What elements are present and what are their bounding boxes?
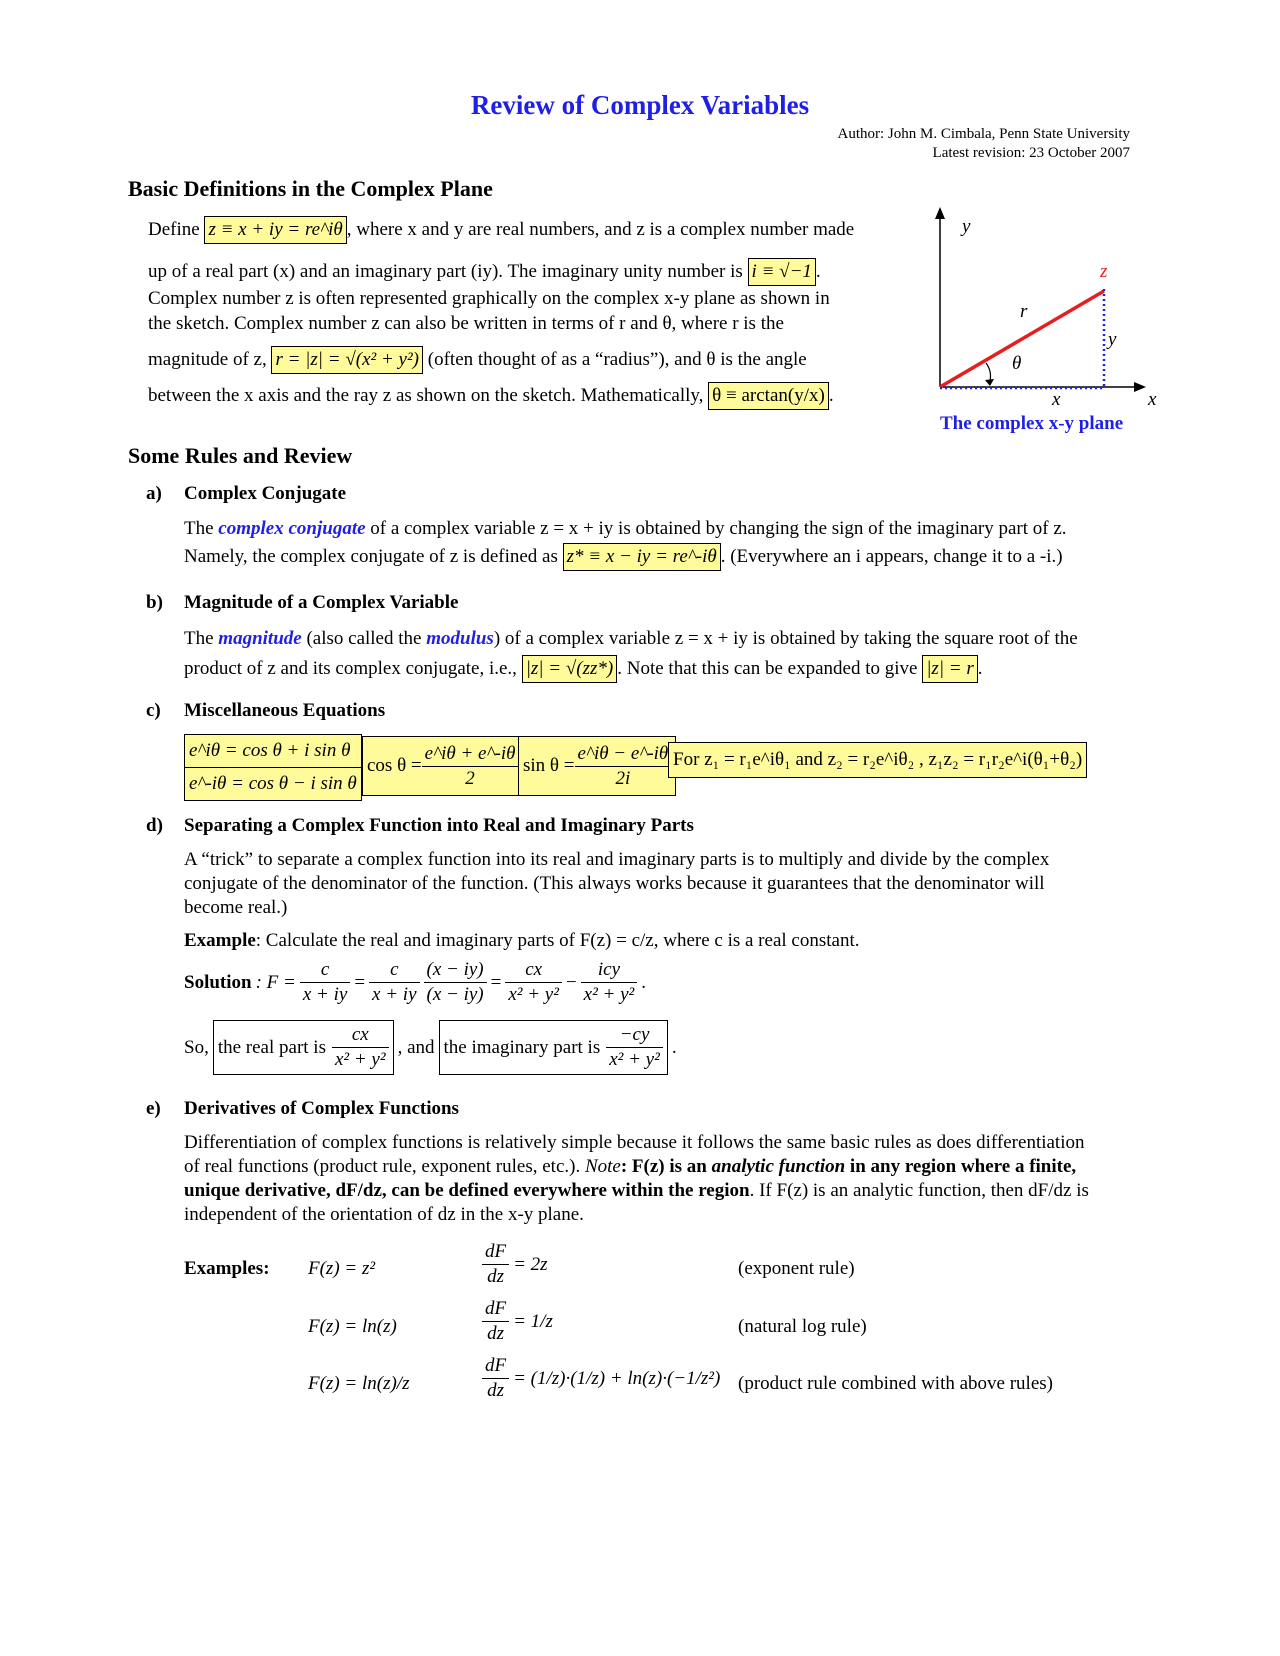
author-block [838,125,1130,163]
term-complex-conjugate: complex conjugate [218,518,366,539]
imag-den: x² + y² [609,1049,660,1070]
and-word: , and [397,1036,435,1058]
x-axis-arrow-icon [1134,382,1146,392]
cos-fraction [422,742,519,791]
imag-label: the imaginary part is [443,1036,601,1058]
section-b-title: Magnitude of a Complex Variable [184,592,459,613]
f1-den: x + iy [302,984,348,1005]
examples-label-text: Examples [184,1258,264,1279]
section-d-body [184,848,1184,920]
solution-frac-4 [581,958,638,1007]
cos-identity [362,736,523,796]
complex-plane-sketch [920,205,1160,445]
eq-theta-definition: θ ≡ arctan(y/x) [708,382,829,410]
e-l4: independent of the orientation of dz in the x-y plane. [184,1204,584,1225]
f2b-num: (x − iy) [424,958,487,983]
label-x: x [1052,389,1061,410]
ex3-func: F(z) = ln(z)/z [308,1373,410,1394]
section-a-title: Complex Conjugate [184,483,347,504]
y-axis-arrow-icon [935,207,945,219]
section-c-letter: c) [146,700,161,721]
f2-den: x + iy [372,984,417,1005]
section-e-title: Derivatives of Complex Functions [184,1098,459,1119]
ex2-dz: dz [487,1323,504,1344]
f1-num: c [300,958,350,983]
cos-den: 2 [465,767,475,789]
theta-arc [986,363,991,381]
section-e-body [184,1131,1184,1227]
example-text: : Calculate the real and imaginary parts of F(z) = c/z, where c is a real constant. [255,930,860,951]
p5-after: (often thought of as a “radius”), and θ is the angle [427,349,807,370]
ex3-note: (product rule combined with above rules) [738,1373,1053,1394]
basic-paragraph: Define z ≡ x + iy = re^iθ , where x and y are real numbers, and z is a complex number made up of a real part (x) and an imaginary part (iy). The imaginary unity number is i ≡ √−1 . Complex number z is often represented graphically on the complex x-y plane as shown in the sketch. Complex number z can also be written in terms of r and θ, where r is the magnitude of z, r = |z| = √(x² + y²) (often thought of as a “radius”), and θ is the angle between the x axis and the ray z as shown on the sketch. Mathematically, θ ≡ arctan(y/x) . [148,216,908,410]
eq-i-definition: i ≡ √−1 [748,258,816,286]
eq-modulus: |z| = √(zz*) [522,655,618,683]
e-l2-pre: of real functions (product rule, exponent rules, etc.). [184,1156,585,1177]
p2-before: up of a real part (x) and an imaginary part (iy). The imaginary unity number is [148,261,743,282]
cos-lhs: cos θ = [367,755,422,776]
eq-modulus-r: |z| = r [922,655,978,683]
ex3-deriv [482,1354,720,1403]
e-note: Note [584,1156,621,1177]
define-word: Define [148,219,200,240]
section-d-title: Separating a Complex Function into Real and Imaginary Parts [184,815,694,836]
product-identity: For z₁ = r₁e^iθ₁ and z₂ = r₂e^iθ₂ , z₁z₂ = r₁r₂e^i(θ₁+θ₂) [668,742,1087,778]
author-line: Author: John M. Cimbala, Penn State University [837,126,1130,142]
solution-line: Solution : F = $\frac{c}{x + iy}$ = $\frac{c}{x + iy}$ $\frac{(x - iy)}{(x - iy)}$ = $\frac{cx}{\text{x² + y²}}$ − $\frac{\text{icy}}{\text{x² + y²}}$ . [184,959,647,1005]
real-fraction [332,1023,389,1072]
sin-den: 2i [615,767,631,789]
label-theta: θ [1012,353,1022,374]
section-b-body [184,624,1184,684]
d-l1: A “trick” to separate a complex function into its real and imaginary parts is to multiply and divide by the complex [184,849,1050,870]
sin-identity [518,736,676,796]
eq-r-definition: r = |z| = √(x² + y²) [271,346,423,374]
p3: Complex number z is often represented graphically on the complex x-y plane as shown in [148,288,830,309]
euler-eq-1: e^iθ = cos θ + i sin θ [184,734,362,768]
b-l2-pre: product of z and its complex conjugate, i.e., [184,658,517,679]
section-e-letter: e) [146,1098,161,1119]
d-l3: become real.) [184,897,288,918]
section-a-body [184,515,1184,571]
sin-fraction [575,742,672,791]
label-x-axis: x [1148,389,1157,410]
p1-after: , where x and y are real numbers, and z is a complex number made [346,219,855,240]
imag-part-box [439,1020,668,1075]
f2-num: c [369,958,419,983]
cos-num: e^iθ + e^-iθ [422,742,519,767]
e-l2-post: in any region where a finite, [845,1156,1077,1177]
a-l2-pre: Namely, the complex conjugate of z is defined as [184,546,558,567]
p6-before: between the x axis and the ray z as shown on the sketch. Mathematically, [148,385,704,406]
p5-before: magnitude of z, [148,349,267,370]
ex1-deriv [482,1240,548,1289]
sin-lhs: sin θ = [523,755,575,776]
a-l2-post: . (Everywhere an i appears, change it to a -i.) [720,546,1063,567]
b-l1-post: ) of a complex variable z = x + iy is obtained by taking the square root of the [493,628,1078,649]
real-part-box [213,1020,394,1075]
solution-frac-2b [424,958,487,1007]
term-magnitude: magnitude [218,628,302,649]
imag-fraction [606,1023,663,1072]
b-l1-pre: The [184,628,219,649]
section-c-title: Miscellaneous Equations [184,700,386,721]
ex1-func: F(z) = z² [308,1258,376,1279]
ex2-dF: dF [482,1297,509,1322]
imag-num: −cy [606,1023,663,1048]
label-y-axis: y [962,216,971,237]
real-den: x² + y² [334,1049,386,1070]
revision-line: Latest revision: 23 October 2007 [932,145,1130,161]
eq-conjugate: z* ≡ x − iy = re^-iθ [563,543,721,571]
ex3-dF: dF [482,1354,509,1379]
real-imag-line: So, the real part is $\frac{cx}{\text{x² + y²}}$ , and the imaginary part is $\frac{-cy}{\text{x² + y²}}$ . [184,1020,677,1075]
e-l3-bold: unique derivative, dF/dz, can be defined everywhere within the region [184,1180,750,1201]
page-title: Review of Complex Variables [470,90,810,120]
f4-num: icy [581,958,638,983]
label-z: z [1100,261,1108,282]
theta-arrow-icon [985,379,994,386]
f2b-den: (x − iy) [426,984,484,1005]
d-l2: conjugate of the denominator of the function. (This always works because it guarantees that the denominator will [184,873,1045,894]
real-label: the real part is [217,1036,326,1058]
a-l1-post: of a complex variable z = x + iy is obtained by changing the sign of the imaginary part of z. [365,518,1067,539]
ex2-deriv [482,1297,553,1346]
f3-num: cx [505,958,562,983]
examples-label: Examples: [184,1258,270,1279]
f4-den: x² + y² [583,984,635,1005]
eq-z-definition: z ≡ x + iy = re^iθ [204,216,346,244]
ex2-note: (natural log rule) [738,1316,867,1337]
section-d-letter: d) [146,815,163,836]
solution-lhs: : F = [255,971,296,993]
ex1-dF: dF [482,1240,509,1265]
section-b-letter: b) [146,592,163,613]
ex2-rhs: = 1/z [513,1310,553,1332]
e-l1: Differentiation of complex functions is relatively simple because it follows the same basic rules as does differentiation [184,1132,1085,1153]
ex2-func: F(z) = ln(z) [308,1316,397,1337]
example-line [184,930,859,952]
basic-heading: Basic Definitions in the Complex Plane [128,176,493,201]
b-l2-post: . [977,658,983,679]
sketch-caption: The complex x-y plane [940,413,1124,434]
solution-label: Solution [184,971,252,993]
ex3-dz: dz [487,1380,504,1401]
e-analytic: analytic function [711,1156,846,1177]
ex3-rhs: = (1/z)·(1/z) + ln(z)·(−1/z²) [513,1367,721,1389]
solution-frac-1 [300,958,350,1007]
section-a-letter: a) [146,483,162,504]
e-l2-mid: : F(z) is an [620,1156,712,1177]
ex1-note: (exponent rule) [738,1258,855,1279]
term-modulus: modulus [426,628,494,649]
ex1-dz: dz [487,1266,504,1287]
b-l1-mid: (also called the [301,628,427,649]
real-num: cx [332,1023,389,1048]
rules-heading: Some Rules and Review [128,443,353,468]
p4: the sketch. Complex number z can also be written in terms of r and θ, where r is the [148,313,784,334]
solution-frac-3 [505,958,562,1007]
so-word: So, [184,1036,209,1058]
solution-frac-2 [369,958,419,1007]
label-y: y [1108,329,1117,350]
b-l2-mid: . Note that this can be expanded to give [617,658,918,679]
label-r: r [1020,301,1028,322]
f3-den: x² + y² [508,984,559,1005]
sin-num: e^iθ − e^-iθ [575,742,672,767]
euler-eq-2: e^-iθ = cos θ − i sin θ [184,768,362,801]
a-l1-pre: The [184,518,219,539]
ex1-rhs: = 2z [513,1253,548,1275]
e-l3-post: . If F(z) is an analytic function, then dF/dz is [749,1180,1089,1201]
example-label: Example [184,930,256,951]
euler-box [184,734,362,801]
